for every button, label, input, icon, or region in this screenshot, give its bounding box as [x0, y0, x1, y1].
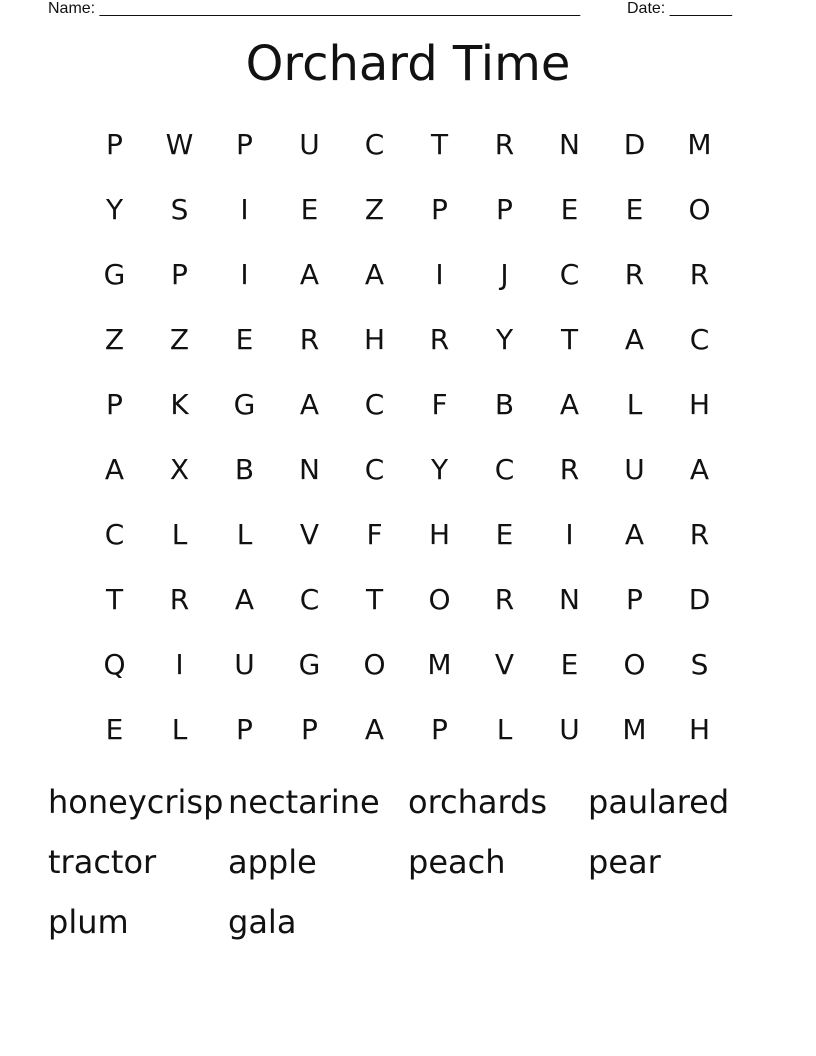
grid-letter: R [494, 583, 515, 616]
grid-letter: I [240, 193, 249, 226]
grid-letter: A [689, 453, 710, 486]
grid-letter: C [689, 323, 710, 356]
word-list-item: gala [228, 903, 297, 941]
grid-letter: M [687, 128, 712, 161]
word-list-item: pear [588, 843, 661, 881]
grid-letter: U [559, 713, 580, 746]
grid-letter: V [299, 518, 320, 551]
grid-letter: S [170, 193, 189, 226]
word-list-item: apple [228, 843, 317, 881]
grid-letter: E [560, 193, 579, 226]
grid-letter: P [626, 583, 643, 616]
grid-letter: R [169, 583, 190, 616]
grid-letter: H [428, 518, 451, 551]
grid-letter: P [301, 713, 318, 746]
grid-letter: Y [430, 453, 449, 486]
grid-letter: P [496, 193, 513, 226]
grid-letter: A [234, 583, 255, 616]
grid-letter: C [559, 258, 580, 291]
grid-letter: E [300, 193, 319, 226]
grid-letter: C [104, 518, 125, 551]
grid-letter: P [236, 713, 253, 746]
grid-letter: O [363, 648, 386, 681]
grid-letter: P [431, 713, 448, 746]
grid-letter: R [494, 128, 515, 161]
grid-letter: R [689, 258, 710, 291]
grid-letter: A [624, 518, 645, 551]
grid-letter: R [299, 323, 320, 356]
grid-letter: I [175, 648, 184, 681]
word-list-item: plum [48, 903, 129, 941]
grid-letter: A [364, 258, 385, 291]
grid-letter: G [298, 648, 321, 681]
name-line: Name: ______________________________________________________ [48, 0, 581, 17]
grid-letter: A [559, 388, 580, 421]
grid-letter: C [364, 128, 385, 161]
word-list-item: nectarine [228, 783, 380, 821]
word-list [48, 773, 768, 953]
grid-letter: Z [169, 323, 190, 356]
grid-letter: T [365, 583, 384, 616]
grid-letter: B [234, 453, 255, 486]
grid-letter: H [688, 388, 711, 421]
word-list-item: tractor [48, 843, 157, 881]
grid-letter: F [366, 518, 383, 551]
grid-letter: K [170, 388, 189, 421]
grid-letter: O [688, 193, 711, 226]
grid-letter: U [299, 128, 320, 161]
grid-letter: C [494, 453, 515, 486]
grid-letter: D [623, 128, 646, 161]
grid-letter: Z [104, 323, 125, 356]
grid-letter: R [429, 323, 450, 356]
grid-letter: P [171, 258, 188, 291]
grid-letter: Z [364, 193, 385, 226]
grid-letter: T [560, 323, 579, 356]
grid-letter: F [431, 388, 448, 421]
grid-letter: T [430, 128, 449, 161]
grid-letter: C [364, 388, 385, 421]
grid-letter: T [105, 583, 124, 616]
word-list-item: paulared [588, 783, 730, 821]
grid-letter: L [171, 518, 188, 551]
grid-letter: X [169, 453, 190, 486]
grid-letter: P [431, 193, 448, 226]
grid-letter: P [106, 128, 123, 161]
grid-letter: M [427, 648, 452, 681]
grid-letter: H [363, 323, 386, 356]
grid-letter: Y [495, 323, 514, 356]
grid-letter: I [435, 258, 444, 291]
grid-letter: N [559, 128, 580, 161]
grid-letter: W [165, 128, 194, 161]
grid-letter: E [495, 518, 514, 551]
grid-letter: L [496, 713, 513, 746]
grid-letter: O [623, 648, 646, 681]
word-list-item: honeycrisp [48, 783, 224, 821]
grid-letter: A [299, 258, 320, 291]
grid-letter: N [299, 453, 320, 486]
date-line: Date: _______ [627, 0, 732, 17]
grid-letter: M [622, 713, 647, 746]
grid-letter: I [565, 518, 574, 551]
grid-letter: A [299, 388, 320, 421]
grid-letter: E [560, 648, 579, 681]
grid-letter: L [236, 518, 253, 551]
grid-letter: P [236, 128, 253, 161]
grid-letter: A [364, 713, 385, 746]
grid-letter: B [494, 388, 515, 421]
grid-letter: O [428, 583, 451, 616]
grid-letter: C [299, 583, 320, 616]
grid-letter: R [689, 518, 710, 551]
grid-letter: E [235, 323, 254, 356]
word-list-item: peach [408, 843, 506, 881]
grid-letter: R [559, 453, 580, 486]
word-search-grid [82, 112, 732, 762]
grid-letter: J [500, 258, 509, 291]
grid-letter: E [625, 193, 644, 226]
page-title: Orchard Time [245, 36, 571, 92]
grid-letter: U [234, 648, 255, 681]
grid-letter: R [624, 258, 645, 291]
grid-letter: Q [103, 648, 126, 681]
word-list-item: orchards [408, 783, 548, 821]
grid-letter: V [494, 648, 515, 681]
grid-letter: E [105, 713, 124, 746]
grid-letter: A [104, 453, 125, 486]
grid-letter: N [559, 583, 580, 616]
grid-letter: G [233, 388, 256, 421]
grid-letter: P [106, 388, 123, 421]
grid-letter: H [688, 713, 711, 746]
grid-letter: D [688, 583, 711, 616]
grid-letter: Y [105, 193, 124, 226]
grid-letter: L [626, 388, 643, 421]
grid-letter: L [171, 713, 188, 746]
grid-letter: U [624, 453, 645, 486]
grid-letter: C [364, 453, 385, 486]
grid-letter: G [103, 258, 126, 291]
grid-letter: S [690, 648, 709, 681]
grid-letter: A [624, 323, 645, 356]
grid-letter: I [240, 258, 249, 291]
